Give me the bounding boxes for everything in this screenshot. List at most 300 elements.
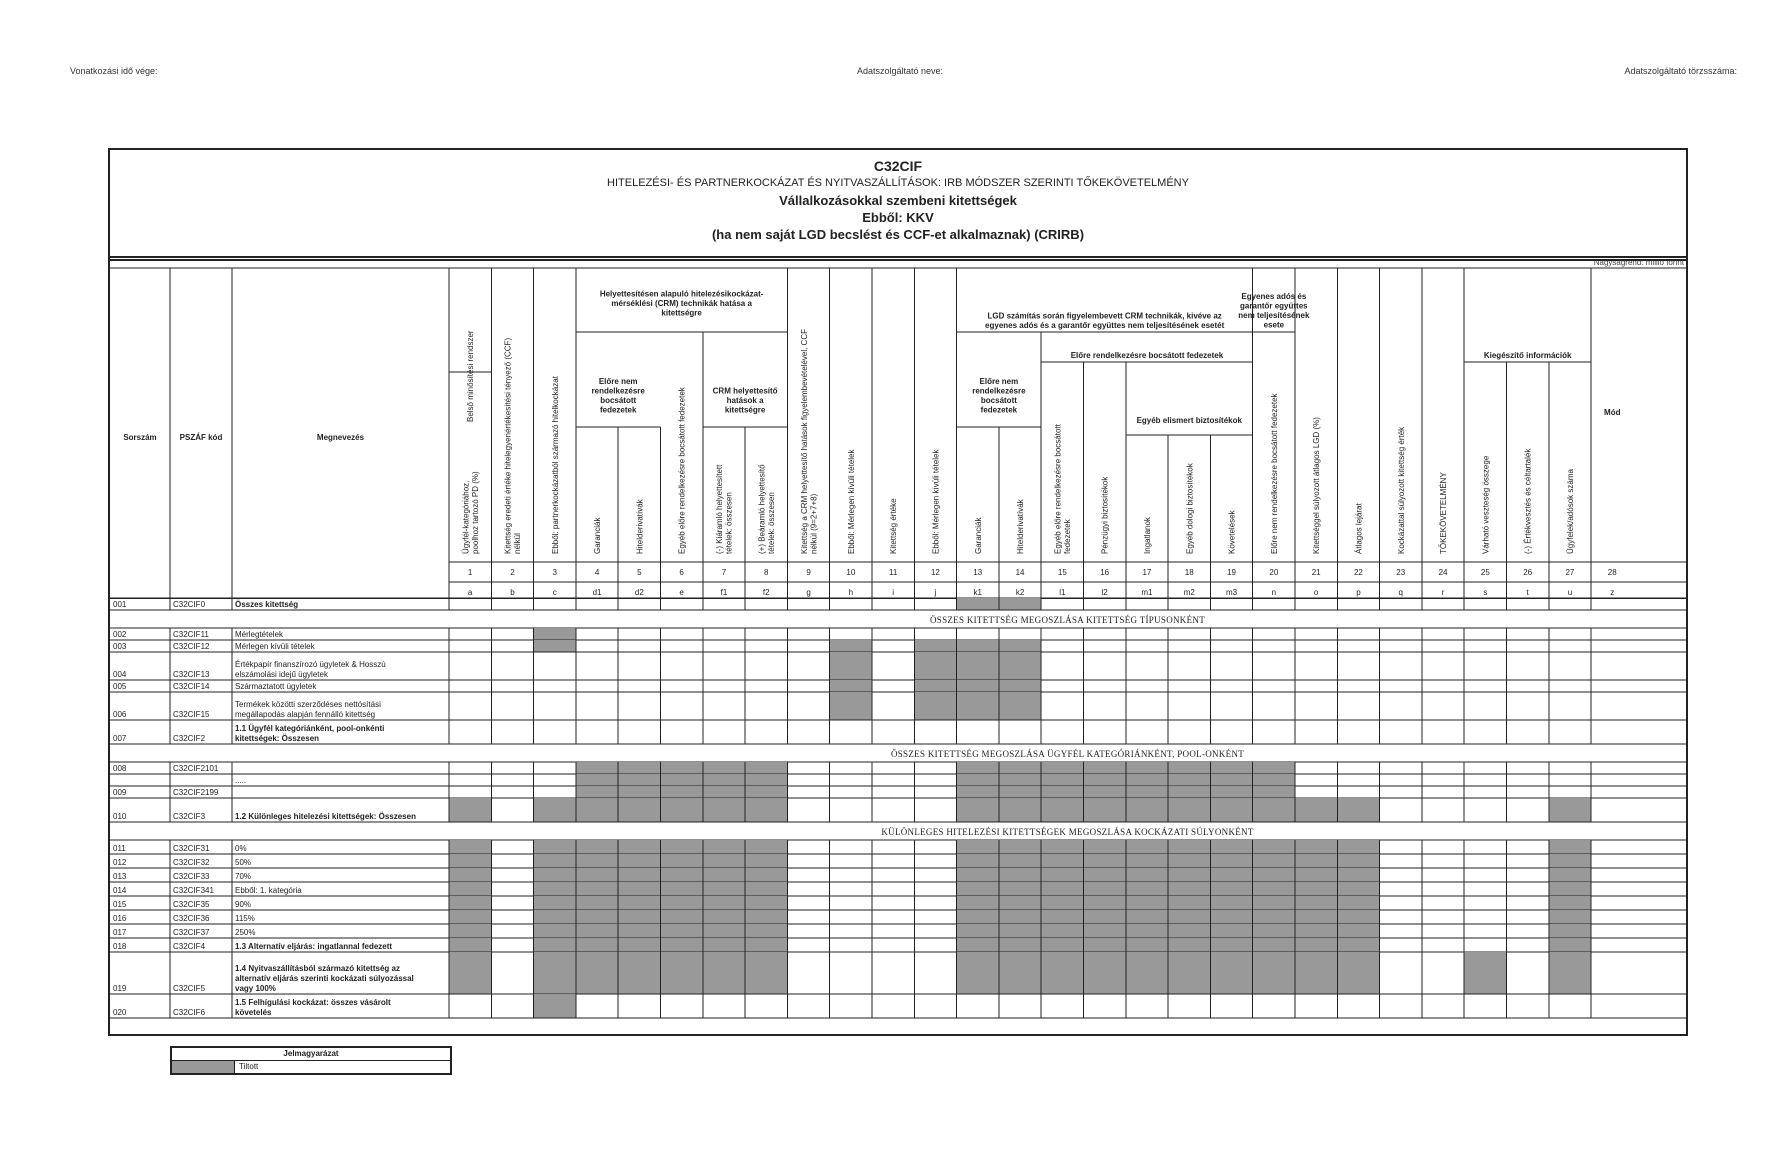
row-pszaf-code: C32CIF2 [173,734,206,743]
disabled-cell [1549,798,1591,822]
group-double-default: Egyenes adós és [1241,291,1307,301]
disabled-cell [957,854,999,868]
disabled-cell [449,854,491,868]
column-label-20 [1270,392,1279,554]
disabled-cell [576,868,618,882]
group-supplementary: Kiegészítő információk [1483,351,1572,360]
row-pszaf-code: C32CIF341 [173,886,214,895]
disabled-cell [661,868,703,882]
row-name: 115% [235,914,255,923]
disabled-cell [745,924,787,938]
column-letter-l2: l2 [1101,588,1108,597]
column-letter-j: j [934,588,937,597]
column-number-25: 25 [1480,568,1490,577]
disabled-cell [1210,786,1252,798]
disabled-cell [999,680,1041,692]
disabled-cell [534,628,576,640]
row-sorszam: 004 [113,670,127,679]
disabled-cell [661,762,703,774]
legend [170,1046,452,1075]
disabled-cell [1253,924,1295,938]
group-double-default: garantőr együttes [1240,301,1308,311]
disabled-cell [999,938,1041,952]
column-label-text: Követelések [1227,510,1237,554]
disabled-cell [957,868,999,882]
disabled-cell [1549,882,1591,896]
disabled-cell [1084,774,1126,786]
column-number-7: 7 [721,568,727,577]
disabled-cell [1295,854,1337,868]
disabled-cell [703,840,745,854]
disabled-cell [618,840,660,854]
disabled-cell [449,924,491,938]
disabled-cell [1337,910,1379,924]
column-label-6 [678,386,687,554]
disabled-cell [703,882,745,896]
row-sorszam: 020 [113,1008,127,1017]
row-pszaf-code: C32CIF32 [173,858,210,867]
row-pszaf-code: C32CIF12 [173,642,210,651]
disabled-cell [703,762,745,774]
column-label-23 [1397,426,1406,554]
disabled-cell [449,910,491,924]
disabled-cell [1126,774,1168,786]
column-label-text: Kitettség a CRM helyettesítő hatások figyelembevételével, CCF [799,329,809,554]
row-name: 1.5 Felhígulási kockázat: összes vásárolt [235,998,391,1007]
column-label-21 [1312,417,1321,554]
disabled-cell [1126,840,1168,854]
disabled-cell [1168,896,1210,910]
group-substitution-effects: CRM helyettesítő [712,386,778,396]
column-number-8: 8 [764,568,769,577]
disabled-cell [1084,952,1126,994]
disabled-cell [534,994,576,1018]
disabled-cell [1168,868,1210,882]
disabled-cell [703,910,745,924]
disabled-cell [1041,896,1083,910]
disabled-cell [618,896,660,910]
column-number-17: 17 [1142,568,1152,577]
row-pszaf-code: C32CIF3 [173,812,206,821]
group-double-default: esete [1263,320,1285,330]
period-end-label: Vonatkozási idő vége: [70,66,158,76]
disabled-cell [618,762,660,774]
disabled-cell [830,640,872,652]
disabled-cell [1295,952,1337,994]
disabled-cell [1210,774,1252,786]
column-letter-o: o [1313,588,1319,597]
column-label-text: Ügyfél-kategóriához, [461,480,471,554]
column-label-text: (-) Kiáramló helyettesített [715,464,725,554]
disabled-cell [576,952,618,994]
disabled-cell [1084,938,1126,952]
row-sorszam: 009 [113,788,127,797]
disabled-cell [1253,868,1295,882]
column-label-24 [1439,472,1448,554]
disabled-cell [999,882,1041,896]
column-number-6: 6 [679,568,684,577]
disabled-cell [957,680,999,692]
row-pszaf-code: C32CIF15 [173,710,210,719]
disabled-cell [745,786,787,798]
pszaf-code-header: PSZÁF kód [179,433,223,442]
disabled-cell [1210,938,1252,952]
row-name: 0% [235,844,247,853]
disabled-cell [1337,952,1379,994]
disabled-cell [703,952,745,994]
column-number-23: 23 [1396,568,1406,577]
group-substitution-effects: hatások a [726,396,764,405]
disabled-cell [999,868,1041,882]
disabled-cell [1168,774,1210,786]
disabled-cell [1210,910,1252,924]
row-sorszam: 015 [113,900,127,909]
disabled-cell [1337,882,1379,896]
column-number-28: 28 [1607,568,1617,577]
row-pszaf-code: C32CIF2199 [173,788,219,797]
column-letter-t: t [1526,588,1529,597]
column-label-3 [551,375,560,554]
disabled-cell [703,786,745,798]
column-letter-z: z [1610,588,1615,597]
disabled-cell [661,774,703,786]
disabled-cell [1084,868,1126,882]
column-label-18 [1185,462,1194,554]
column-label-22 [1354,503,1363,554]
column-number-10: 10 [846,568,856,577]
row-sorszam: 017 [113,928,127,937]
column-label-text: (+) Beáramló helyettesítő [757,464,767,554]
group-unfunded-2: bocsátott [980,395,1017,405]
disabled-cell [661,882,703,896]
row-pszaf-code: C32CIF37 [173,928,210,937]
disabled-cell [449,938,491,952]
disabled-cell [1549,952,1591,994]
disabled-cell [1337,938,1379,952]
group-unfunded-1: fedezetek [599,405,637,415]
disabled-cell [661,896,703,910]
column-letter-n: n [1271,588,1277,597]
disabled-cell [957,910,999,924]
disabled-cell [1084,924,1126,938]
disabled-cell [576,774,618,786]
row-sorszam: 016 [113,914,127,923]
disabled-cell [1126,762,1168,774]
disabled-cell [957,840,999,854]
column-number-9: 9 [806,568,811,577]
disabled-cell [1253,882,1295,896]
row-pszaf-code: C32CIF33 [173,872,210,881]
disabled-cell [703,938,745,952]
column-letter-h: h [848,588,854,597]
column-number-1: 1 [467,568,473,577]
column-number-19: 19 [1227,568,1237,577]
group-unfunded-2: Előre nem [979,376,1019,386]
disabled-cell [999,840,1041,854]
disabled-cell [1253,840,1295,854]
disabled-cell [745,854,787,868]
disabled-cell [1253,896,1295,910]
disabled-cell [534,910,576,924]
column-number-24: 24 [1438,568,1448,577]
disabled-cell [1168,840,1210,854]
disabled-cell [1253,854,1295,868]
disabled-cell [703,896,745,910]
disabled-cell [1168,798,1210,822]
row-name: 90% [235,900,252,909]
disabled-cell [534,840,576,854]
disabled-cell [957,786,999,798]
disabled-cell [1041,762,1083,774]
column-label-text: Hitelderivatívák [635,499,645,554]
disabled-cell [1253,762,1295,774]
row-pszaf-code: C32CIF2101 [173,764,219,773]
disabled-cell [1549,840,1591,854]
group-crm-substitution: mérséklési (CRM) technikák hatása a [611,299,752,308]
legend-swatch [172,1061,235,1073]
column-label-8 [758,464,777,554]
disabled-cell [957,598,999,610]
sorszam-header: Sorszám [123,433,157,442]
disabled-cell [1549,896,1591,910]
row-name: Ebből: 1. kategória [235,886,302,895]
row-sorszam: 014 [113,886,127,895]
column-number-13: 13 [973,568,983,577]
disabled-cell [830,652,872,680]
column-label-text: TŐKEKÖVETELMÉNY [1439,472,1449,554]
disabled-cell [1084,762,1126,774]
row-name: követelés [235,1008,272,1017]
row-sorszam: 002 [113,630,127,639]
disabled-cell [1126,786,1168,798]
column-letter-k2: k2 [1015,588,1025,597]
disabled-cell [999,786,1041,798]
disabled-cell [1126,938,1168,952]
group-rating-system [466,330,475,422]
column-letter-g: g [806,588,811,597]
disabled-cell [1295,840,1337,854]
column-number-12: 12 [930,568,940,577]
column-number-16: 16 [1100,568,1110,577]
disabled-cell [1295,910,1337,924]
disabled-cell [914,680,956,692]
provider-name-label: Adatszolgáltató neve: [857,66,944,76]
disabled-cell [1253,786,1295,798]
row-pszaf-code: C32CIF11 [173,630,209,639]
column-letter-f1: f1 [720,588,728,597]
column-label-text: Ingatlanok [1142,517,1152,554]
disabled-cell [576,938,618,952]
disabled-cell [618,774,660,786]
column-number-4: 4 [594,568,600,577]
column-number-20: 20 [1269,568,1279,577]
column-number-3: 3 [552,568,557,577]
disabled-cell [1041,774,1083,786]
column-label-text: Belső minősítési rendszer [466,330,476,422]
disabled-cell [1168,854,1210,868]
disabled-cell [534,952,576,994]
disabled-cell [1041,840,1083,854]
disabled-cell [745,938,787,952]
disabled-cell [957,762,999,774]
report-form [108,148,1688,1036]
disabled-cell [999,652,1041,680]
row-pszaf-code: C32CIF35 [173,900,210,909]
disabled-cell [1168,924,1210,938]
row-sorszam: 012 [113,858,127,867]
column-label-text: tételek: összesen [724,492,734,554]
row-name: Értékpapír finanszírozó ügyletek & Hosszú [235,660,386,669]
column-letter-c: c [552,588,557,597]
disabled-cell [999,598,1041,610]
column-label-text: Kitettség értéke [889,498,899,554]
disabled-cell [1041,854,1083,868]
row-sorszam: 011 [113,844,126,853]
column-label-19 [1228,509,1237,554]
disabled-cell [1041,868,1083,882]
disabled-cell [1084,910,1126,924]
disabled-cell [914,640,956,652]
disabled-cell [1041,952,1083,994]
group-lgd-crm: LGD számítás során figyelembevett CRM technikák, kivéve az [987,311,1222,321]
row-sorszam: 010 [113,812,127,821]
disabled-cell [618,798,660,822]
row-name: 1.2 Különleges hitelezési kitettségek: Összesen [235,812,416,821]
disabled-cell [576,762,618,774]
disabled-cell [576,798,618,822]
disabled-cell [534,882,576,896]
row-sorszam: 019 [113,984,127,993]
disabled-cell [1253,952,1295,994]
row-sorszam: 007 [113,734,127,743]
disabled-cell [1253,798,1295,822]
disabled-cell [661,924,703,938]
disabled-cell [1295,938,1337,952]
column-letter-m3: m3 [1225,588,1238,597]
disabled-cell [914,652,956,680]
disabled-cell [957,938,999,952]
disabled-cell [1210,868,1252,882]
disabled-cell [1126,952,1168,994]
disabled-cell [1295,868,1337,882]
column-label-text: (-) Értékvesztés és céltartalék [1523,448,1533,554]
column-label-12 [931,449,940,555]
row-name: megállapodás alapján fennálló kitettség [235,710,376,719]
disabled-cell [1126,924,1168,938]
name-header: Megnevezés [316,433,365,442]
disabled-cell [449,798,491,822]
column-number-22: 22 [1353,568,1363,577]
disabled-cell [745,952,787,994]
row-name: 250% [235,928,256,937]
disabled-cell [449,840,491,854]
provider-id-label: Adatszolgáltató törzsszáma: [1624,66,1737,76]
disabled-cell [1210,952,1252,994]
column-letter-s: s [1483,588,1488,597]
disabled-cell [1168,786,1210,798]
disabled-cell [999,924,1041,938]
column-letter-m1: m1 [1141,588,1153,597]
disabled-cell [999,762,1041,774]
row-name: 70% [235,872,252,881]
row-sorszam: 003 [113,642,127,651]
column-number-14: 14 [1015,568,1025,577]
row-sorszam: 018 [113,942,127,951]
disabled-cell [1549,938,1591,952]
disabled-cell [830,692,872,720]
column-label-text: Garanciák [973,517,983,554]
column-letter-f2: f2 [762,588,770,597]
row-pszaf-code: C32CIF14 [173,682,210,691]
disabled-cell [1084,786,1126,798]
row-pszaf-code: C32CIF31 [173,844,210,853]
group-mod: Mód [1604,408,1621,417]
column-label-text: Átlagos lejárat [1354,503,1364,554]
disabled-cell [661,910,703,924]
disabled-cell [745,840,787,854]
disabled-cell [1041,910,1083,924]
column-label-27 [1566,469,1575,554]
row-name: Termékek közötti szerződéses nettósítási [235,700,381,709]
disabled-cell [1168,938,1210,952]
column-label-5 [635,498,644,554]
disabled-cell [618,882,660,896]
disabled-cell [1253,938,1295,952]
disabled-cell [661,840,703,854]
disabled-cell [1168,882,1210,896]
disabled-cell [1041,938,1083,952]
disabled-cell [1041,882,1083,896]
disabled-cell [957,882,999,896]
disabled-cell [1084,840,1126,854]
column-label-text: Pénzügyi biztosítékok [1100,476,1110,554]
disabled-cell [534,924,576,938]
disabled-cell [449,882,491,896]
row-name: 1.1 Ügyfél kategóriánként, pool-onkénti [235,724,385,733]
disabled-cell [745,774,787,786]
row-name: vagy 100% [235,984,276,993]
row-name: 50% [235,858,252,867]
disabled-cell [661,952,703,994]
group-double-default: nem teljesítésének [1238,310,1310,320]
group-funded: Előre rendelkezésre bocsátott fedezetek [1070,351,1224,360]
column-letter-a: a [467,588,473,597]
disabled-cell [618,938,660,952]
disabled-cell [703,798,745,822]
disabled-cell [1253,910,1295,924]
legend-title: Jelmagyarázat [172,1048,450,1061]
column-label-1 [461,471,480,554]
disabled-cell [576,910,618,924]
row-pszaf-code: C32CIF6 [173,1008,206,1017]
disabled-cell [745,910,787,924]
column-letter-u: u [1567,588,1573,597]
disabled-cell [745,762,787,774]
row-pszaf-code: C32CIF4 [173,942,206,951]
disabled-cell [1084,798,1126,822]
disabled-cell [999,640,1041,652]
disabled-cell [1549,854,1591,868]
group-unfunded-2: rendelkezésre [972,386,1026,396]
column-letter-b: b [510,588,515,597]
row-name: elszámolási idejű ügyletek [235,670,328,679]
column-number-11: 11 [888,568,898,577]
disabled-cell [1126,798,1168,822]
disabled-cell [1126,854,1168,868]
row-name: Származtatott ügyletek [235,682,317,691]
disabled-cell [534,868,576,882]
row-sorszam: 008 [113,764,127,773]
